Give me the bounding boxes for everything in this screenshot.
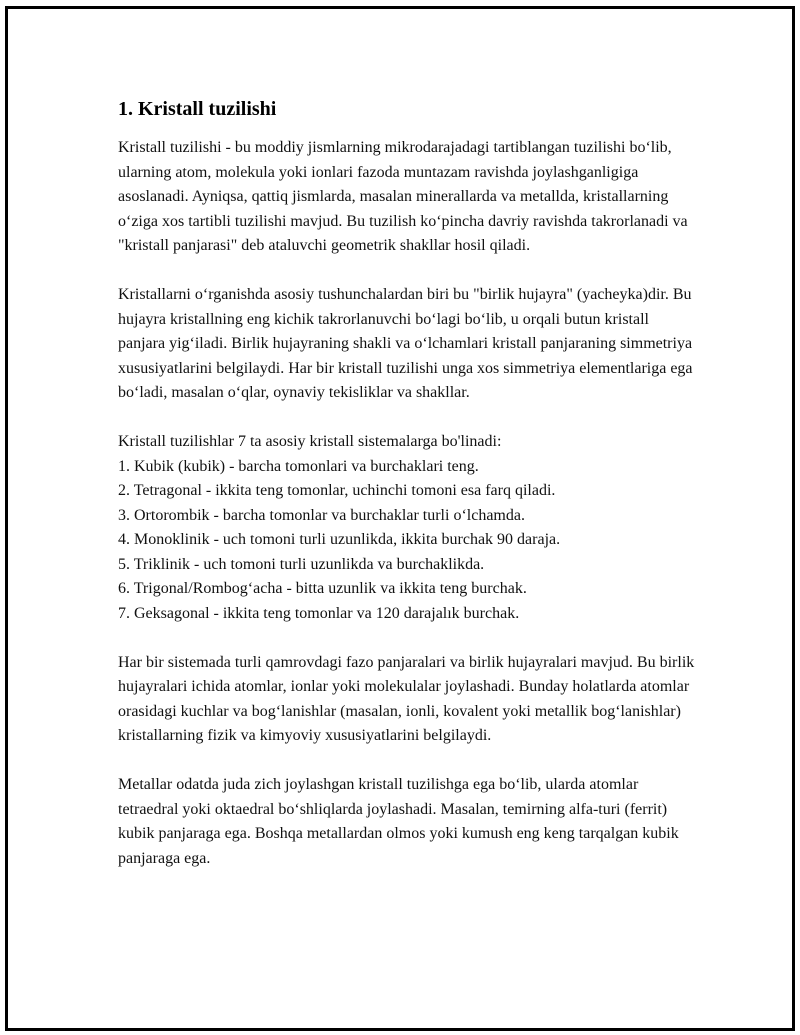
list-item-cubic: 1. Kubik (kubik) - barcha tomonlari va burchaklari teng. bbox=[118, 457, 479, 475]
list-item-orthorhombic: 3. Ortorombik - barcha tomonlar va burchaklar turli o‘lchamda. bbox=[118, 506, 525, 524]
paragraph-metals: Metallar odatda juda zich joylashgan kristall tuzilishga ega bo‘lib, ularda atomlar tetraedral yoki oktaedral bo‘shliqlarda joylashadi. Masalan, temirning alfa-turi (ferrit) kubik panjaraga ega. Boshqa metallardan olmos yoki kumush eng keng tarqalgan kubik panjaraga ega. bbox=[118, 776, 679, 867]
crystal-systems-list bbox=[118, 455, 698, 627]
paragraph-unit-cell: Kristallarni o‘rganishda asosiy tushunchalardan biri bu "birlik hujayra" (yacheyka)dir. Bu hujayra kristallning eng kichik takrorlanuvchi bo‘lagi bo‘lib, u orqali butun kristall panjara yig‘iladi. Birlik hujayraning shakli va o‘lchamlari kristall panjaraning simmetriya xususiyatlarini belgilaydi. Har bir kristall tuzilishi unga xos simmetriya elementlariga ega bo‘ladi, masalan o‘qlar, oynaviy tekisliklar va shakllar. bbox=[118, 286, 693, 401]
paragraph-intro: Kristall tuzilishi - bu moddiy jismlarning mikrodarajadagi tartiblangan tuzilishi bo‘lib, ularning atom, molekula yoki ionlari fazoda muntazam ravishda joylashganligiga asoslanadi. Ayniqsa, qattiq jismlarda, masalan minerallarda va metallda, kristallarning o‘ziga xos tartibli tuzilishi mavjud. Bu tuzilish ko‘pincha davriy ravishda takrorlanadi va "kristall panjarasi" deb ataluvchi geometrik shakllar hosil qiladi. bbox=[118, 139, 688, 254]
page-frame bbox=[5, 6, 795, 1031]
list-item-triclinic: 5. Triklinik - uch tomoni turli uzunlikda va burchaklikda. bbox=[118, 555, 485, 573]
list-item-monoclinic: 4. Monoklinik - uch tomoni turli uzunlikda, ikkita burchak 90 daraja. bbox=[118, 531, 561, 548]
document-body bbox=[118, 97, 698, 896]
list-item-tetragonal: 2. Tetragonal - ikkita teng tomonlar, uchinchi tomoni esa farq qiladi. bbox=[118, 482, 556, 499]
list-item-trigonal: 6. Trigonal/Rombog‘acha - bitta uzunlik va ikkita teng burchak. bbox=[118, 580, 527, 597]
list-item-hexagonal: 7. Geksagonal - ikkita teng tomonlar va 120 darajalık burchak. bbox=[118, 604, 520, 622]
crystal-systems-intro: Kristall tuzilishlar 7 ta asosiy kristall sistemalarga bo'linadi: bbox=[118, 433, 502, 450]
paragraph-lattices: Har bir sistemada turli qamrovdagi fazo panjaralari va birlik hujayralari mavjud. Bu birlik hujayralari ichida atomlar, ionlar yoki molekulalar joylashadi. Bunday holatlarda atomlar orasidagi kuchlar va bog‘lanishlar (masalan, ionli, kovalent yoki metallik bog‘lanishlar) kristallarning fizik va kimyoviy xususiyatlarini belgilaydi. bbox=[118, 653, 695, 744]
document-title: 1. Kristall tuzilishi bbox=[118, 98, 277, 120]
